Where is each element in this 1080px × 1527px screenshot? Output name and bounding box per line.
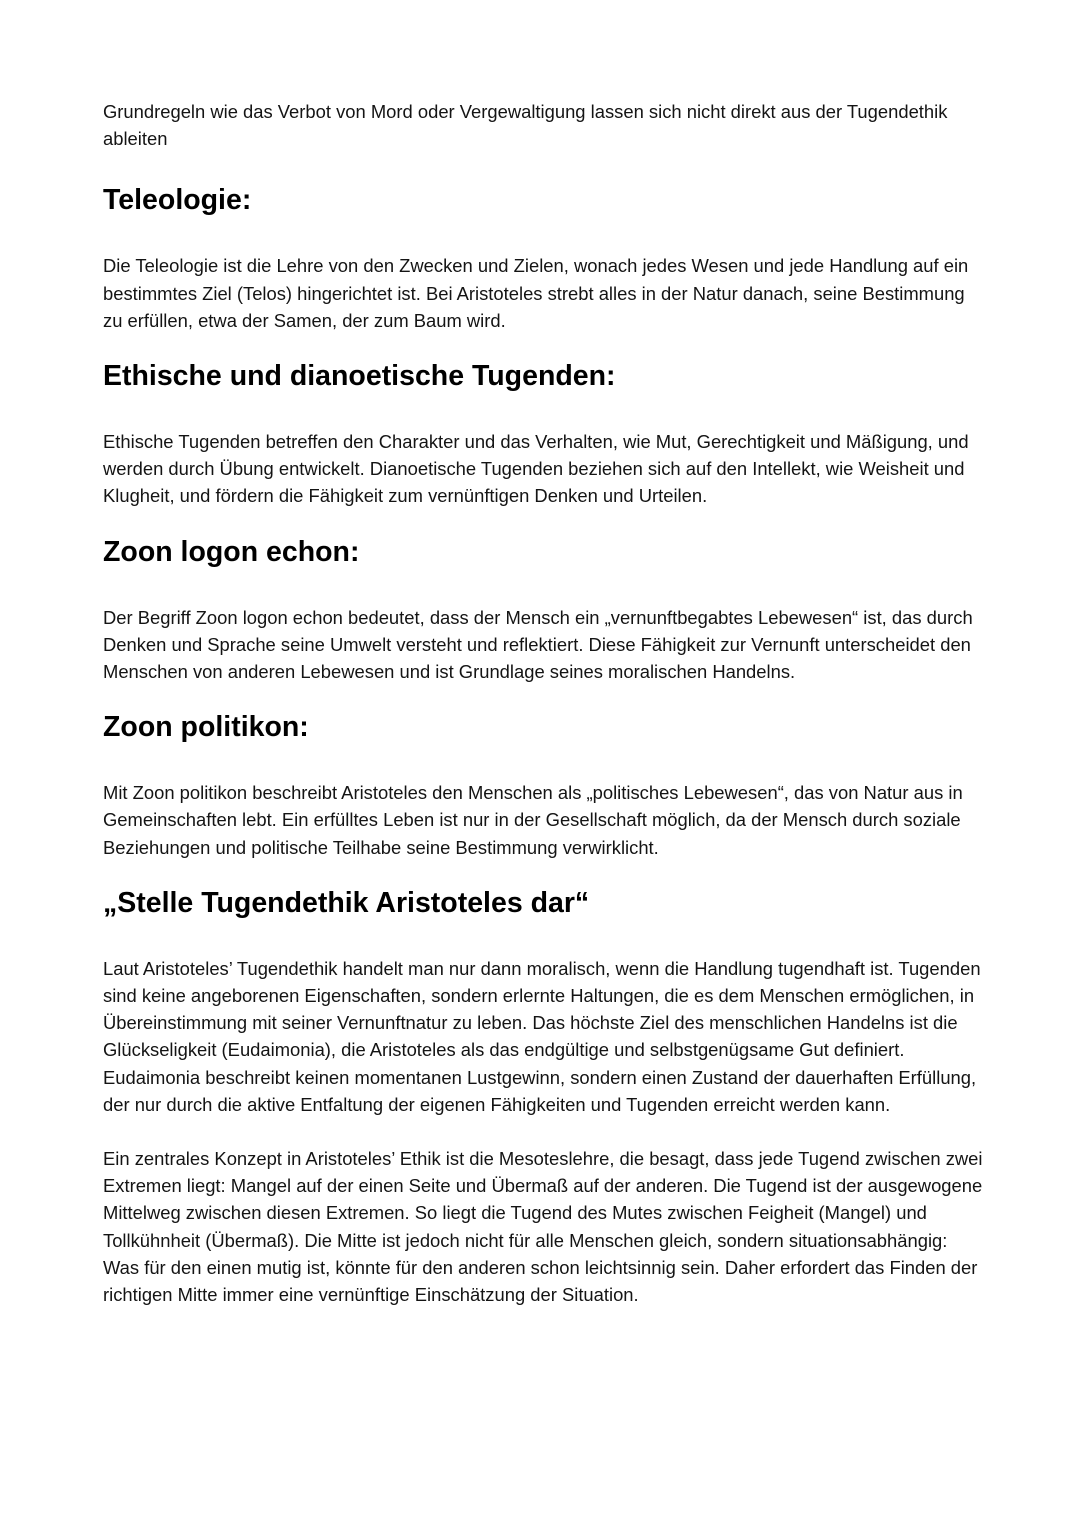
- paragraph-teleologie: Die Teleologie ist die Lehre von den Zwecken und Zielen, wonach jedes Wesen und jede Handlung auf ein bestimmtes Ziel (Telos) hingerichtet ist. Bei Aristoteles strebt alles in der Natur danach, seine Bestimmung zu erfüllen, etwa der Samen, der zum Baum wird.: [103, 255, 969, 331]
- paragraph-mesoteslehre: Ein zentrales Konzept in Aristoteles’ Ethik ist die Mesoteslehre, die besagt, dass jede Tugend zwischen zwei Extremen liegt: Mangel auf der einen Seite und Übermaß auf der anderen. Die Tugend ist der ausgewogene Mittelweg zwischen diesen Extremen. So liegt die Tugend des Mutes zwischen Feigheit (Mangel) und Tollkühnheit (Übermaß). Die Mitte ist jedoch nicht für alle Menschen gleich, sondern situationsabhängig: Was für den einen mutig ist, könnte für den anderen schon leichtsinnig sein. Daher erfordert das Finden der richtigen Mitte immer eine vernünftige Einschätzung der Situation.: [103, 1148, 983, 1306]
- heading-zoon-politikon: Zoon politikon:: [103, 711, 309, 744]
- heading-ethische-dianoetische-tugenden: Ethische und dianoetische Tugenden:: [103, 360, 616, 393]
- intro-paragraph: Grundregeln wie das Verbot von Mord oder Vergewaltigung lassen sich nicht direkt aus der Tugendethik ableiten: [103, 101, 948, 150]
- document-page: [103, 98, 983, 1308]
- paragraph-tugendethik-eudaimonia: Laut Aristoteles’ Tugendethik handelt man nur dann moralisch, wenn die Handlung tugendhaft ist. Tugenden sind keine angeborenen Eigenschaften, sondern erlernte Haltungen, die es dem Menschen ermöglichen, in Übereinstimmung mit seiner Vernunftnatur zu leben. Das höchste Ziel des menschlichen Handelns ist die Glückseligkeit (Eudaimonia), die Aristoteles als das endgültige und selbstgenügsame Gut definiert. Eudaimonia beschreibt keinen momentanen Lustgewinn, sondern einen Zustand der dauerhaften Erfüllung, der nur durch die aktive Entfaltung der eigenen Fähigkeiten und Tugenden erreicht werden kann.: [103, 957, 981, 1115]
- paragraph-zoon-logon-echon: Der Begriff Zoon logon echon bedeutet, dass der Mensch ein „vernunftbegabtes Lebewesen“ ist, das durch Denken und Sprache seine Umwelt versteht und reflektiert. Diese Fähigkeit zur Vernunft unterscheidet den Menschen von anderen Lebewesen und ist Grundlage seines moralischen Handelns.: [103, 606, 973, 683]
- heading-zoon-logon-echon: Zoon logon echon:: [103, 535, 360, 568]
- paragraph-ethische-dianoetische-tugenden: Ethische Tugenden betreffen den Charakter und das Verhalten, wie Mut, Gerechtigkeit und Mäßigung, und werden durch Übung entwickelt. Dianoetische Tugenden beziehen sich auf den Intellekt, wie Weisheit und Klugheit, und fördern die Fähigkeit zum vernünftigen Denken und Urteilen.: [103, 431, 969, 507]
- heading-teleologie: Teleologie:: [103, 184, 252, 217]
- heading-tugendethik-aristoteles: „Stelle Tugendethik Aristoteles dar“: [103, 886, 590, 919]
- paragraph-zoon-politikon: Mit Zoon politikon beschreibt Aristoteles den Menschen als „politisches Lebewesen“, das von Natur aus in Gemeinschaften lebt. Ein erfülltes Leben ist nur in der Gesellschaft möglich, da der Mensch durch soziale Beziehungen und politische Teilhabe seine Bestimmung verwirklicht.: [103, 782, 963, 858]
